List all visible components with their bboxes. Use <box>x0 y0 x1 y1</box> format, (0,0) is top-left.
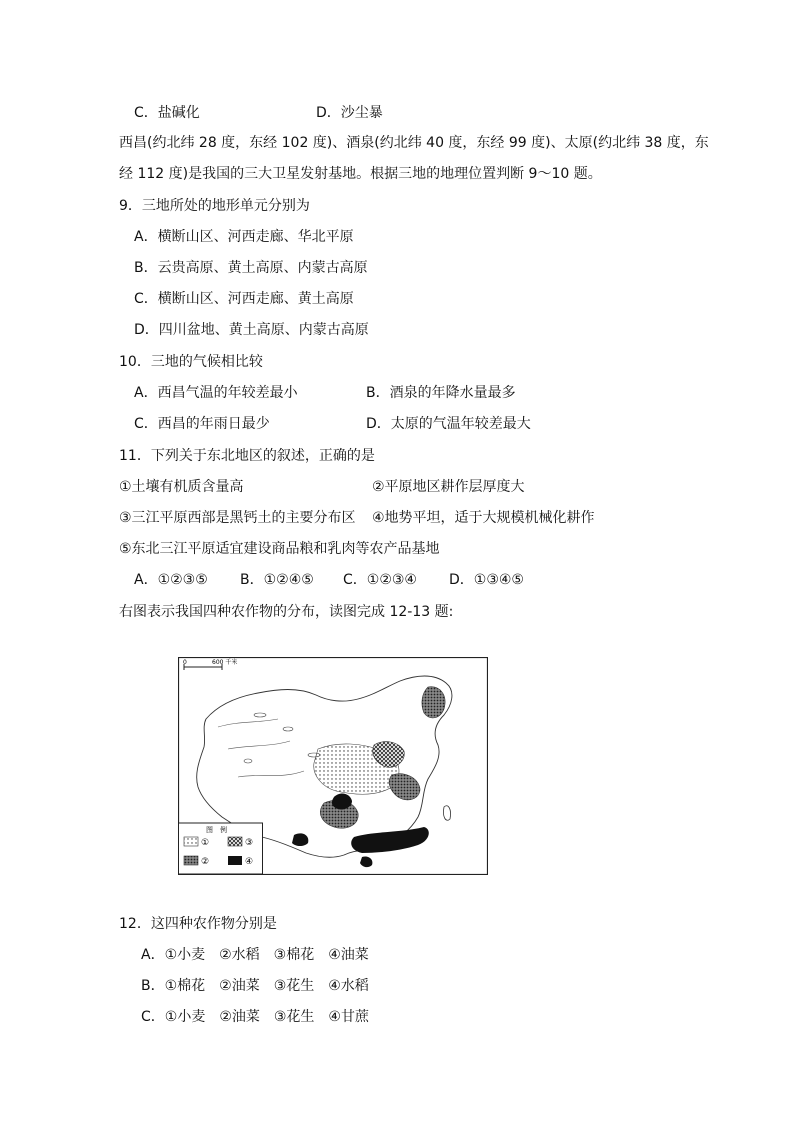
q8-option-d: D．沙尘暴 <box>316 105 383 121</box>
legend-1: ① <box>201 838 210 848</box>
q10-option-d: D．太原的气温年较差最大 <box>366 416 531 432</box>
intro-line-2: 经 112 度)是我国的三大卫星发射基地。根据三地的地理位置判断 9～10 题。 <box>119 166 602 182</box>
q11-option-a: A．①②③⑤ <box>134 572 208 588</box>
q11-option-b: B．①②④⑤ <box>240 572 314 588</box>
q10-option-a: A．西昌气温的年较差最小 <box>134 385 298 401</box>
q11-option-d: D．①③④⑤ <box>449 572 524 588</box>
q8-option-c: C．盐碱化 <box>134 105 200 121</box>
q9-option-a: A．横断山区、河西走廊、华北平原 <box>134 229 354 245</box>
scale-label: 600 千米 <box>212 659 238 666</box>
q11-statement-1: ①土壤有机质含量高 <box>119 479 244 495</box>
q11-statement-5: ⑤东北三江平原适宜建设商品粮和乳肉等农产品基地 <box>119 541 440 557</box>
crop-distribution-map <box>178 657 488 875</box>
legend-title: 图 例 <box>206 826 227 834</box>
map-legend <box>179 823 263 874</box>
scale-zero: 0 <box>183 659 187 666</box>
q10-option-b: B．酒泉的年降水量最多 <box>366 385 516 401</box>
q9-option-c: C．横断山区、河西走廊、黄土高原 <box>134 291 354 307</box>
legend-2: ② <box>201 857 210 867</box>
legend-3: ③ <box>245 838 254 848</box>
q12-option-c: C．①小麦 ②油菜 ③花生 ④甘蔗 <box>141 1009 369 1025</box>
q12-option-a: A．①小麦 ②水稻 ③棉花 ④油菜 <box>141 947 369 963</box>
q11-stem: 11．下列关于东北地区的叙述，正确的是 <box>119 448 375 464</box>
q11-statement-2: ②平原地区耕作层厚度大 <box>372 479 525 495</box>
q9-stem: 9．三地所处的地形单元分别为 <box>119 198 310 214</box>
map-intro: 右图表示我国四种农作物的分布，读图完成 12-13 题: <box>119 604 454 620</box>
q12-option-b: B．①棉花 ②油菜 ③花生 ④水稻 <box>141 978 369 994</box>
q9-option-b: B．云贵高原、黄土高原、内蒙古高原 <box>134 260 368 276</box>
intro-line-1: 西昌(约北纬 28 度，东经 102 度)、酒泉(约北纬 40 度，东经 99 度)、太原(约北纬 38 度，东 <box>119 135 709 151</box>
q10-stem: 10．三地的气候相比较 <box>119 354 263 370</box>
q10-option-c: C．西昌的年雨日最少 <box>134 416 270 432</box>
q11-statement-4: ④地势平坦，适于大规模机械化耕作 <box>372 510 595 526</box>
legend-4: ④ <box>245 857 254 867</box>
q11-option-c: C．①②③④ <box>343 572 417 588</box>
q9-option-d: D．四川盆地、黄土高原、内蒙古高原 <box>134 322 369 338</box>
q12-stem: 12．这四种农作物分别是 <box>119 916 277 932</box>
q11-statement-3: ③三江平原西部是黑钙土的主要分布区 <box>119 510 356 526</box>
